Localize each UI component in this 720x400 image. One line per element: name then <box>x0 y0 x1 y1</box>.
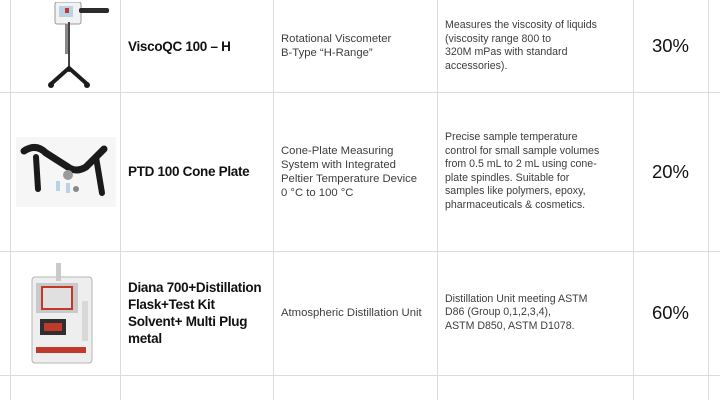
product-percent: 30% <box>651 35 690 56</box>
product-type: Atmospheric Distillation Unit <box>281 307 422 319</box>
product-percent: 60% <box>651 302 690 323</box>
product-name: PTD 100 Cone Plate <box>128 164 250 179</box>
product-function: Measures the viscosity of liquids (viscosity range 800 to 320M mPas with standard accessories). <box>445 19 597 72</box>
product-name: Diana 700+Distillation Flask+Test Kit Solvent+ Multi Plug metal <box>128 280 262 346</box>
product-image-cell <box>11 0 120 92</box>
product-function: Distillation Unit meeting ASTM D86 (Group 0,1,2,3,4), ASTM D850, ASTM D1078. <box>445 292 588 332</box>
table-row <box>0 251 720 376</box>
product-name: ViscoQC 100 – H <box>128 38 231 54</box>
cone-plate-image <box>16 137 116 207</box>
table-row <box>0 92 720 252</box>
product-image-cell <box>11 251 120 375</box>
distillation-unit-image <box>26 261 106 365</box>
product-image-cell <box>11 92 120 251</box>
table-row <box>0 375 720 400</box>
product-percent: 20% <box>651 160 690 182</box>
product-type: Rotational Viscometer B-Type “H-Range” <box>281 33 392 59</box>
product-function: Precise sample temperature control for small sample volumes from 0.5 mL to 2 mL using cone- plate spindles. Suitable for samples like polymers, epoxy, pharmaceuticals & cosmetics. <box>445 131 600 211</box>
product-type: Cone-Plate Measuring System with Integrated Peltier Temperature Device 0 °C to 100 °C <box>281 144 418 199</box>
table-row <box>0 0 720 93</box>
viscometer-image <box>21 2 111 90</box>
